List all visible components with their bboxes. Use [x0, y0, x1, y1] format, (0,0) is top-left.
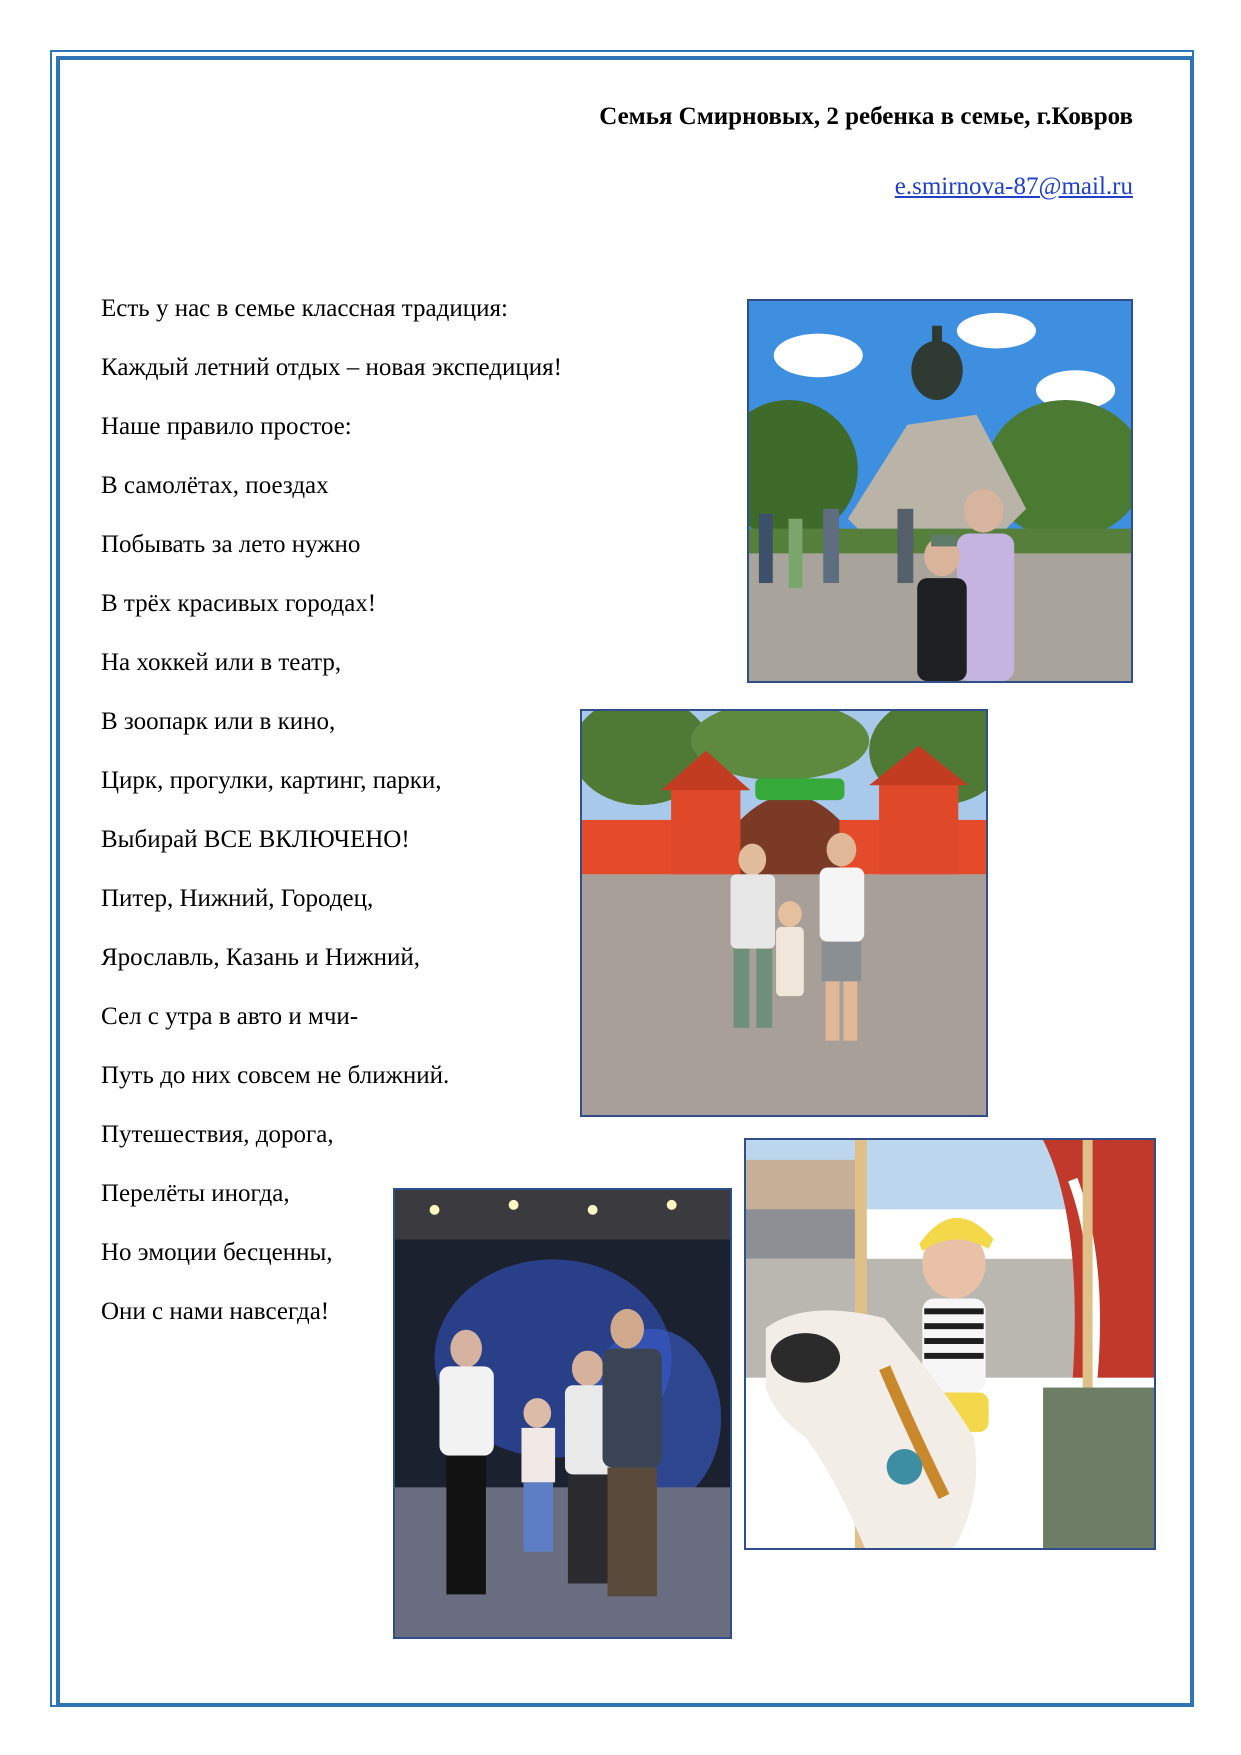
photo-zoo	[580, 709, 988, 1117]
poem-line: Питер, Нижний, Городец,	[101, 885, 374, 912]
poem-line: Наше правило простое:	[101, 413, 352, 440]
poem-line: Побывать за лето нужно	[101, 531, 361, 558]
poem-line: Путешествия, дорога,	[101, 1121, 334, 1148]
photo-family-lights	[393, 1188, 732, 1639]
email-link[interactable]: e.smirnova-87@mail.ru	[894, 173, 1133, 200]
poem-line: В трёх красивых городах!	[101, 590, 377, 617]
photo-monument	[747, 299, 1133, 683]
poem-line: Цирк, прогулки, картинг, парки,	[101, 767, 442, 794]
poem-line: Они с нами навсегда!	[101, 1298, 330, 1325]
photo-carousel	[744, 1138, 1156, 1550]
poem-line: Перелёты иногда,	[101, 1180, 290, 1207]
poem-line: Путь до них совсем не ближний.	[101, 1062, 450, 1089]
poem-line: В самолётах, поездах	[101, 472, 329, 499]
poem-line: Но эмоции бесценны,	[101, 1239, 333, 1266]
poem-line: Каждый летний отдых – новая экспедиция!	[101, 354, 562, 381]
poem-line: Сел с утра в авто и мчи-	[101, 1003, 359, 1030]
poem-line: Выбирай ВСЕ ВКЛЮЧЕНО!	[101, 826, 410, 853]
poem-line: Ярославль, Казань и Нижний,	[101, 944, 420, 971]
poem-line: Есть у нас в семье классная традиция:	[101, 295, 508, 322]
poem-line: В зоопарк или в кино,	[101, 708, 336, 735]
family-heading: Семья Смирновых, 2 ребенка в семье, г.Ковров	[599, 103, 1133, 130]
poem-line: На хоккей или в театр,	[101, 649, 342, 676]
